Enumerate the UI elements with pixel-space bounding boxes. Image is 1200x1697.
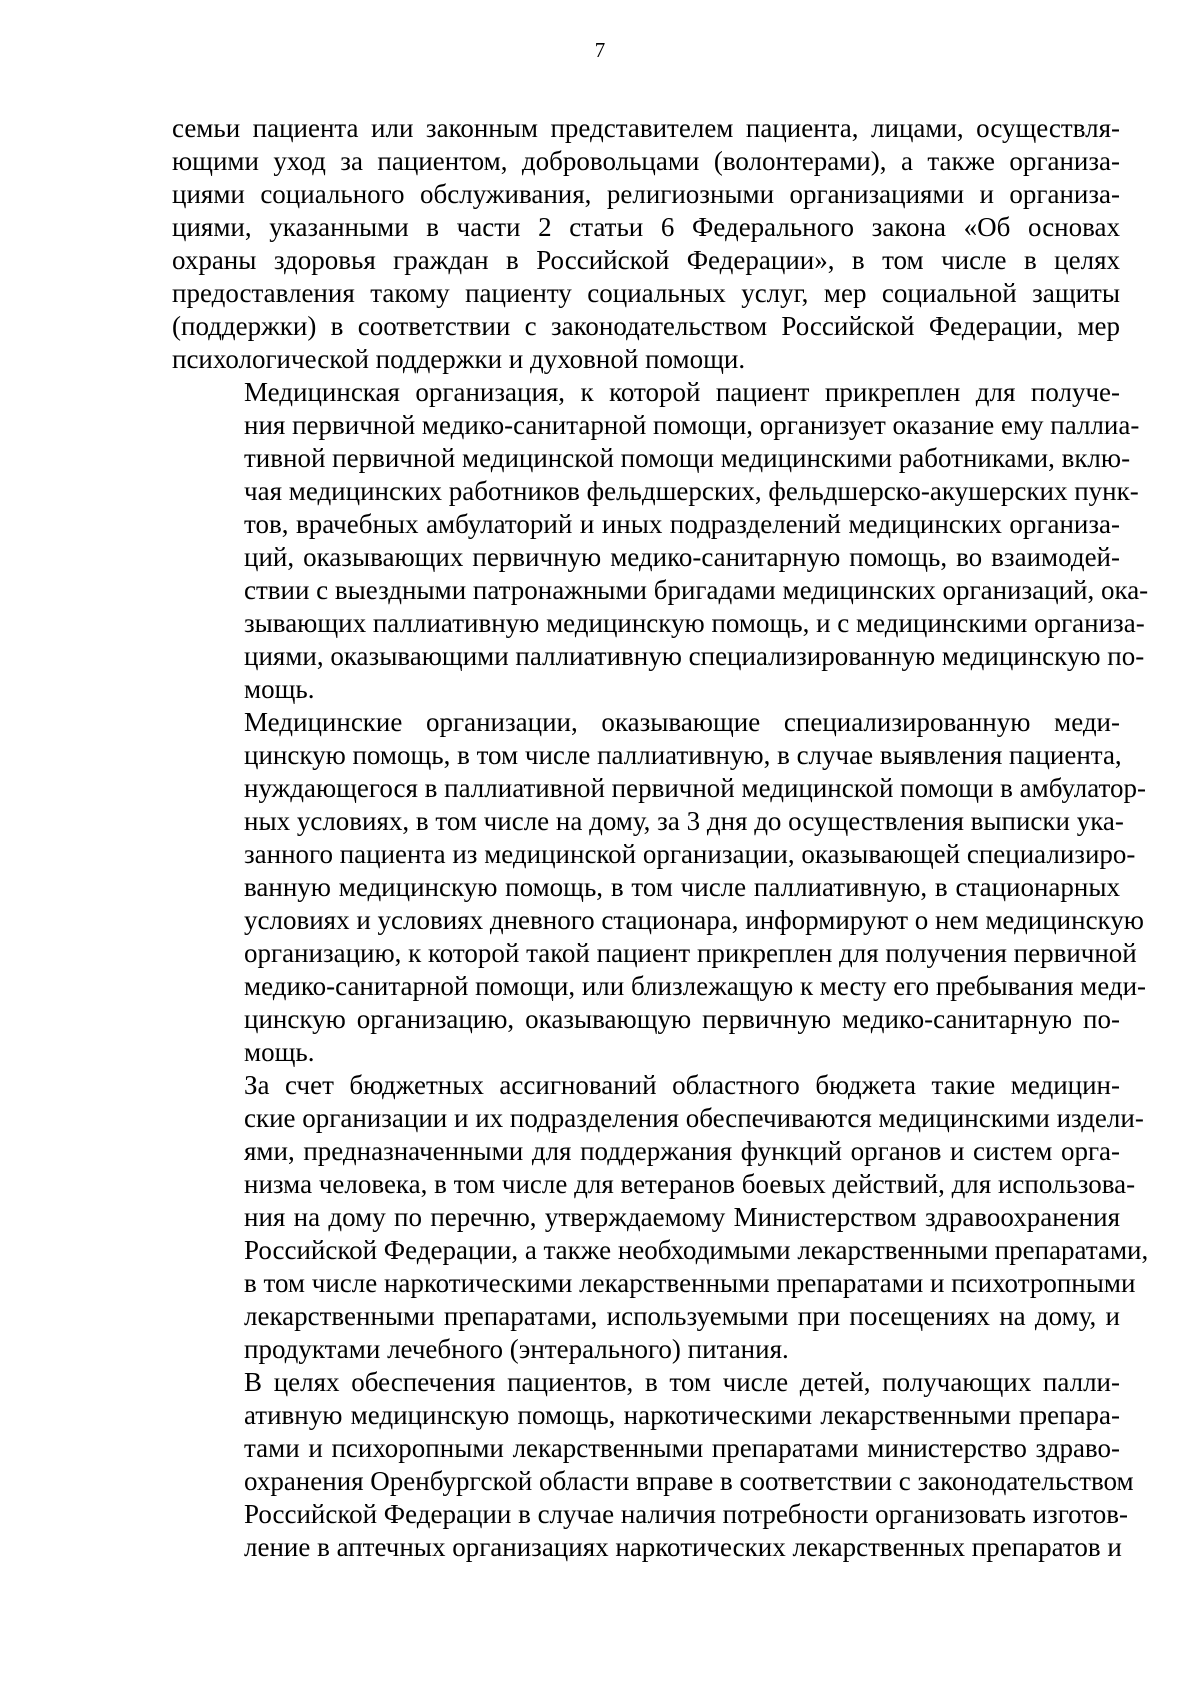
text-line: чая медицинских работников фельдшерских, фельдшерско-акушерских пунк- — [244, 476, 1139, 506]
document-body — [172, 112, 1149, 1564]
text-line: семьи пациента или законным представителем пациента, лицами, осуществля- — [172, 113, 1120, 143]
text-line: тами и психоропными лекарственными препаратами министерство здраво- — [244, 1433, 1120, 1463]
text-line: циями социального обслуживания, религиозными организациями и организа- — [172, 179, 1120, 209]
text-line: Российской Федерации, а также необходимыми лекарственными препаратами, — [244, 1235, 1149, 1265]
text-line: охранения Оренбургской области вправе в соответствии с законодательством — [244, 1466, 1134, 1496]
text-line: предоставления такому пациенту социальных услуг, мер социальной защиты — [172, 278, 1120, 308]
text-line: цинскую организацию, оказывающую первичную медико-санитарную по- — [244, 1004, 1120, 1034]
text-line: ление в аптечных организациях наркотических лекарственных препаратов и — [244, 1532, 1122, 1562]
text-line: ями, предназначенными для поддержания функций органов и систем орга- — [244, 1136, 1120, 1166]
text-line: ных условиях, в том числе на дому, за 3 дня до осуществления выписки ука- — [244, 806, 1124, 836]
text-line: условиях и условиях дневного стационара, информируют о нем медицинскую — [244, 905, 1144, 935]
text-line: в том числе наркотическими лекарственными препаратами и психотропными — [244, 1268, 1136, 1298]
text-line: циями, оказывающими паллиативную специализированную медицинскую по- — [244, 641, 1145, 671]
text-line: ния первичной медико-санитарной помощи, организует оказание ему паллиа- — [244, 410, 1140, 440]
paragraph — [172, 706, 1147, 1069]
text-line: цинскую помощь, в том числе паллиативную, в случае выявления пациента, — [244, 740, 1122, 770]
text-line: Российской Федерации в случае наличия потребности организовать изготов- — [244, 1499, 1129, 1529]
text-line: занного пациента из медицинской организации, оказывающей специализиро- — [244, 839, 1136, 869]
text-line: ативную медицинскую помощь, наркотическими лекарственными препара- — [244, 1400, 1120, 1430]
text-line: низма человека, в том числе для ветеранов боевых действий, для использова- — [244, 1169, 1136, 1199]
text-line: мощь. — [244, 674, 315, 704]
page-number: 7 — [594, 38, 606, 62]
paragraph — [172, 112, 1120, 376]
text-line: лекарственными препаратами, используемыми при посещениях на дому, и — [244, 1301, 1120, 1331]
text-line: мощь. — [244, 1037, 315, 1067]
text-line: ские организации и их подразделения обеспечиваются медицинскими издели- — [244, 1103, 1144, 1133]
text-line: В целях обеспечения пациентов, в том числе детей, получающих палли- — [244, 1367, 1120, 1397]
text-line: За счет бюджетных ассигнований областного бюджета такие медицин- — [244, 1070, 1120, 1100]
text-line: нуждающегося в паллиативной первичной медицинской помощи в амбулатор- — [244, 773, 1146, 803]
text-line: охраны здоровья граждан в Российской Федерации», в том числе в целях — [172, 245, 1120, 275]
text-line: (поддержки) в соответствии с законодательством Российской Федерации, мер — [172, 311, 1120, 341]
text-line: тивной первичной медицинской помощи медицинскими работниками, вклю- — [244, 443, 1131, 473]
paragraph — [172, 1366, 1134, 1564]
text-line: психологической поддержки и духовной помощи. — [172, 344, 746, 374]
text-line: зывающих паллиативную медицинскую помощь, и с медицинскими организа- — [244, 608, 1145, 638]
text-line: продуктами лечебного (энтерального) питания. — [244, 1334, 789, 1364]
text-line: ствии с выездными патронажными бригадами медицинских организаций, ока- — [244, 575, 1149, 605]
text-line: Медицинская организация, к которой пациент прикреплен для получе- — [244, 377, 1120, 407]
paragraph — [172, 1069, 1149, 1366]
text-line: ций, оказывающих первичную медико-санитарную помощь, во взаимодей- — [244, 542, 1120, 572]
text-line: циями, указанными в части 2 статьи 6 Федерального закона «Об основах — [172, 212, 1120, 242]
text-line: ния на дому по перечню, утверждаемому Министерством здравоохранения — [244, 1202, 1120, 1232]
text-line: Медицинские организации, оказывающие специализированную меди- — [244, 707, 1120, 737]
text-line: ванную медицинскую помощь, в том числе паллиативную, в стационарных — [244, 872, 1120, 902]
text-line: медико-санитарной помощи, или близлежащую к месту его пребывания меди- — [244, 971, 1147, 1001]
text-line: ющими уход за пациентом, добровольцами (волонтерами), а также организа- — [172, 146, 1120, 176]
paragraph — [172, 376, 1149, 706]
text-line: организацию, к которой такой пациент прикреплен для получения первичной — [244, 938, 1137, 968]
text-line: тов, врачебных амбулаторий и иных подразделений медицинских организа- — [244, 509, 1120, 539]
